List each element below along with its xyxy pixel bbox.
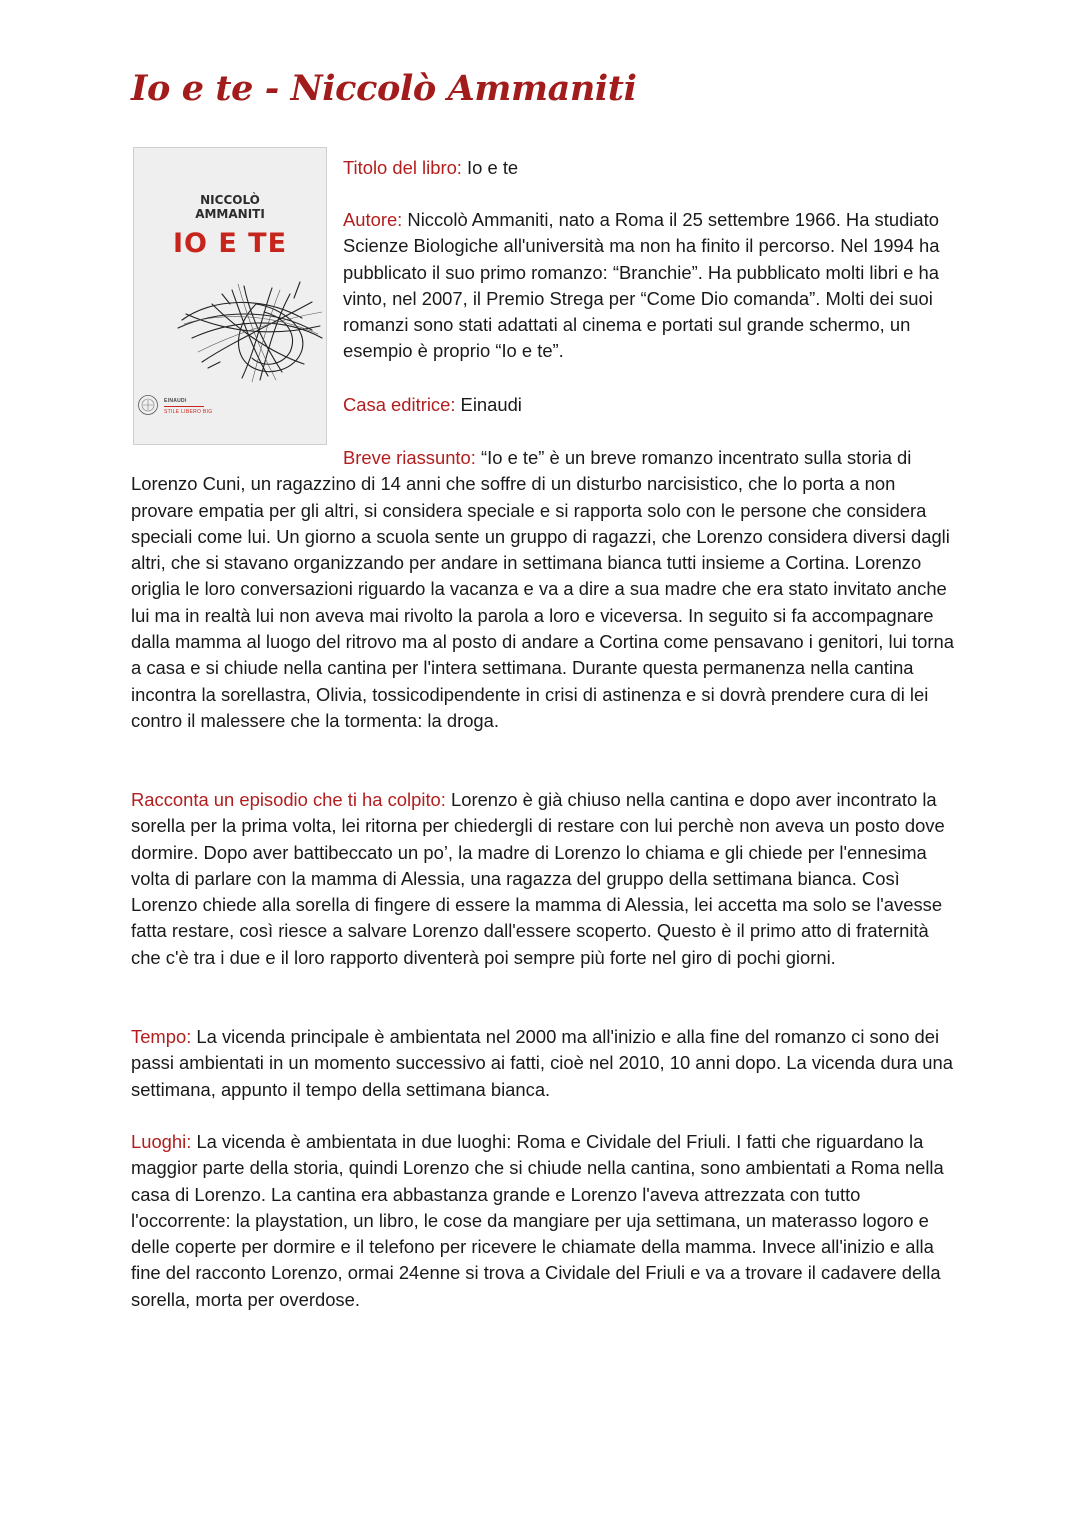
riassunto-text: “Io e te” è un breve romanzo incentrato sulla storia di Lorenzo Cuni, un ragazzino di 14 anni che soffre di un disturbo narcisistico, che lo porta a non provare empatia per gli altri, si considera speciale e si rapporta solo con le persone che considera speciali come lui. Un giorno a scuola sente un gruppo di ragazzi, che Lorenzo considera diversi dagli altri, che si stavano organizzando per andare in settimana bianca tutti insieme a Cortina. Lorenzo origlia le loro conversazioni riguardo la vacanza e va a dire a sua madre che era stato invitato anche lui ma in realtà lui non aveva mai rivolto la parola a loro e viceversa. In seguito si fa accompagnare dalla mamma al luogo del ritrovo ma al posto di andare a Cortina come pensavano i genitori, lui torna a casa e si chiude nella cantina per l'intera settimana. Durante questa permanenza nella cantina incontra la sorellastra, Olivia, tossicodipendente in crisi di astinenza e si dovrà prendere cura di lei contro il malessere che la tormenta: la droga. [131,447,954,731]
book-cover-image [133,147,327,445]
autore-paragraph [343,207,961,365]
tempo-text: La vicenda principale è ambientata nel 2000 ma all'inizio e alla fine del romanzo ci sono dei passi ambientati in un momento successivo ai fatti, cioè nel 2010, 10 anni dopo. La vicenda dura una settimana, appunto il tempo della settimana bianca. [131,1026,953,1100]
cover-author-first: NICCOLÒ [200,193,260,207]
luoghi-paragraph [131,1129,961,1313]
cover-divider [164,406,204,407]
riassunto-label: Breve riassunto: [343,447,476,468]
publisher-logo-icon [137,394,159,416]
cover-author-last: AMMANITI [195,207,265,221]
tempo-paragraph [131,1024,961,1103]
scribble-illustration [172,268,327,386]
riassunto-paragraph [131,445,961,734]
titolo-text: Io e te [461,157,519,178]
cover-title: IO E TE [172,228,288,259]
casa-editrice-paragraph [343,392,961,418]
episodio-text: Lorenzo è già chiuso nella cantina e dopo aver incontrato la sorella per la prima volta, lei ritorna per chiedergli di restare con lui perchè non aveva un posto dove dormire. Dopo aver battibeccato un po’, la madre di Lorenzo lo chiama e gli chiede per l'ennesima volta di parlare con la mamma di Alessia, una ragazza del gruppo della settimana bianca. Così Lorenzo chiede alla sorella di fingere di essere la mamma di Alessia, lei accetta ma solo se l'avesse fatta restare, così riesce a salvare Lorenzo dall'essere scoperto. Questo è il primo atto di fraternità che c'è tra i due e il loro rapporto diventerà poi sempre più forte nel giro di pochi giorni. [131,789,945,968]
autore-text: Niccolò Ammaniti, nato a Roma il 25 settembre 1966. Ha studiato Scienze Biologiche all'università ma non ha finito il percorso. Nel 1994 ha pubblicato il suo primo romanzo: “Branchie”. Ha pubblicato molti libri e ha vinto, nel 2007, il Premio Strega per “Come Dio comanda”. Molti dei suoi romanzi sono stati adattati al cinema e portati sul grande schermo, un esempio è proprio “Io e te”. [343,209,940,362]
page-title: Io e te - Niccolò Ammaniti [131,68,637,109]
episodio-paragraph [131,787,961,971]
luoghi-text: La vicenda è ambientata in due luoghi: Roma e Cividale del Friuli. I fatti che riguardano la maggior parte della storia, quindi Lorenzo che si chiude nella cantina, sono ambientati a Roma nella casa di Lorenzo. La cantina era abbastanza grande e Lorenzo l'aveva attrezzata con tutto l'occorrente: la playstation, un libro, le cose da mangiare per uja settimana, un materasso logoro e delle coperte per dormire e il telefono per ricevere le chiamate della mamma. Invece all'inizio e alla fine del racconto Lorenzo, ormai 24enne si trova a Cividale del Friuli e va a trovare il cadavere della sorella, morta per overdose. [131,1131,944,1310]
cover-publisher: EINAUDI [164,398,187,404]
tempo-label: Tempo: [131,1026,192,1047]
luoghi-label: Luoghi: [131,1131,192,1152]
titolo-paragraph [343,155,961,181]
episodio-label: Racconta un episodio che ti ha colpito: [131,789,446,810]
casa-editrice-label: Casa editrice: [343,394,456,415]
cover-series: STILE LIBERO BIG [164,409,213,415]
cover-author [134,193,326,221]
titolo-label: Titolo del libro: [343,157,462,178]
casa-editrice-text: Einaudi [455,394,522,415]
autore-label: Autore: [343,209,403,230]
